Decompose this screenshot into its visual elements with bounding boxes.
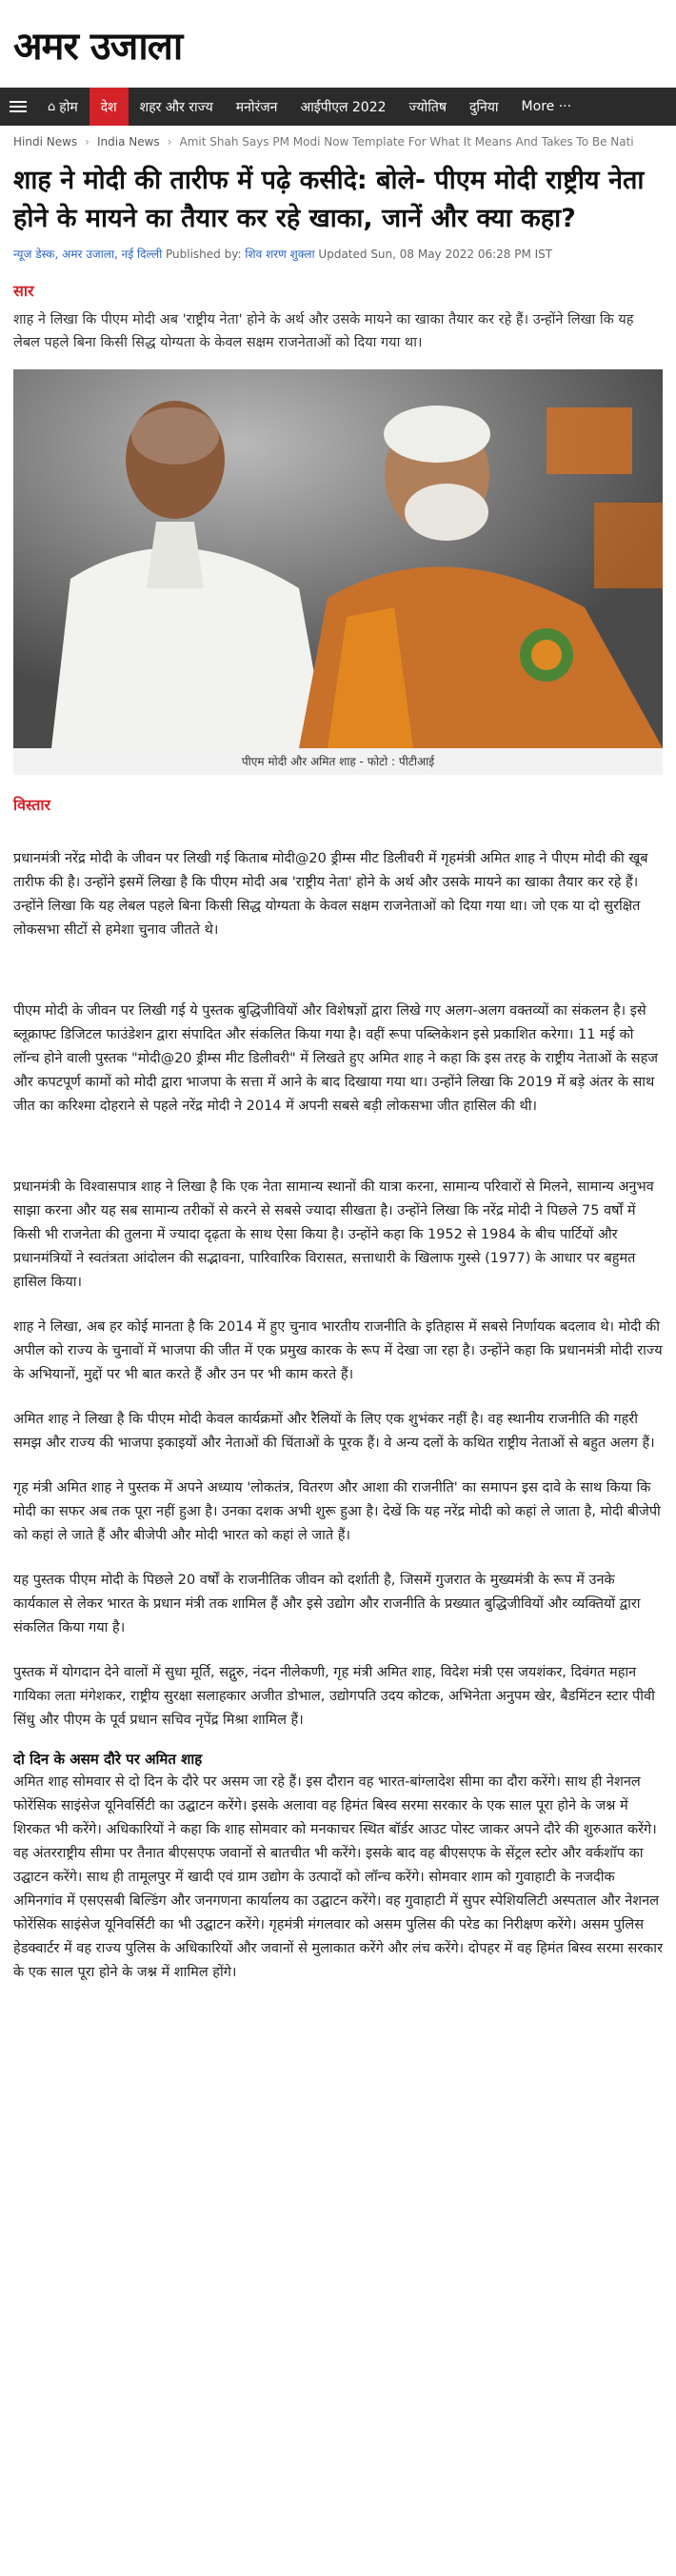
byline xyxy=(0,238,676,263)
breadcrumb-hindi-news[interactable]: Hindi News xyxy=(13,135,78,149)
site-logo[interactable]: अमर उजाला xyxy=(13,23,183,69)
article-headline: शाह ने मोदी की तारीफ में पढ़े कसीदे: बोले- पीएम मोदी राष्ट्रीय नेता होने के मायने का तैयार कर रहे खाका, जानें और क्या कहा? xyxy=(13,166,645,233)
article-paragraph: पुस्तक में योगदान देने वालों में सुधा मूर्ति, सद्गुरु, नंदन नीलेकणी, गृह मंत्री अमित शाह, विदेश मंत्री एस जयशंकर, दिवंगत महान गायिका लता मंगेशकर, राष्ट्रीय सुरक्षा सलाहकार अजीत डोभाल, उद्योगपति उदय कोटक, अभिनेता अनुपम खेर, बैडमिंटन स्टार पीवी सिंधु और पीएम के पूर्व प्रधान सचिव नृपेंद्र मिश्रा शामिल हैं। xyxy=(13,1665,655,1728)
menu-icon[interactable] xyxy=(0,88,36,126)
nav-item-shahar[interactable]: शहर और राज्य xyxy=(139,99,213,115)
nav-item-duniya[interactable]: दुनिया xyxy=(468,99,499,115)
photo-caption: पीएम मोदी और अमित शाह - फोटो : पीटीआई xyxy=(13,748,663,775)
byline-source[interactable]: न्यूज डेस्क, अमर उजाला, नई दिल्ली xyxy=(13,248,163,261)
updated-timestamp: Updated Sun, 08 May 2022 06:28 PM IST xyxy=(318,248,553,261)
article-paragraph: अमित शाह ने लिखा है कि पीएम मोदी केवल कार्यक्रमों और रैलियों के लिए एक शुभंकर नहीं है। वह स्थानीय राजनीति की गहरी समझ और राज्य की भाजपा इकाइयों और नेताओं की चिंताओं के पूरक हैं। वे अन्य दलों के कथित राष्ट्रीय नेताओं से बहुत अलग हैं। xyxy=(13,1412,655,1451)
nav-item-manoranjan[interactable]: मनोरंजन xyxy=(235,99,278,115)
photo-illustration xyxy=(13,369,663,748)
chevron-right-icon: › xyxy=(167,135,172,149)
breadcrumb xyxy=(0,126,676,158)
article-paragraph: प्रधानमंत्री नरेंद्र मोदी के जीवन पर लिखी गई किताब मोदी@20 ड्रीम्स मीट डिलीवरी में गृहमंत्री अमित शाह ने पीएम मोदी की खूब तारीफ की है। उन्होंने इसमें लिखा है कि पीएम मोदी अब 'राष्ट्रीय नेता' होने के अर्थ और उसके मायने का खाका तैयार कर रहे हैं। उन्होंने लिखा कि यह लेबल पहले बिना किसी सिद्ध योग्यता के केवल सक्षम राजनेताओं को दिया गया था। जो एक या दो सुरक्षित लोकसभा सीटों से हमेशा चुनाव जीतते थे। xyxy=(13,851,648,938)
article-photo xyxy=(13,369,663,748)
article-paragraph: प्रधानमंत्री के विश्वासपात्र शाह ने लिखा है कि एक नेता सामान्य स्थानों की यात्रा करना, सामान्य परिवारों से मिलने, सामान्य अनुभव साझा करना और यह सब सामान्य तरीकों से करने से सबसे ज्यादा सीखता है। उन्होंने लिखा कि नरेंद्र मोदी ने पिछले 75 वर्षों में किसी भी राजनेता की तुलना में ज्यादा दृढ़ता के साथ ऐसा किया है। उन्होंने कहा कि 1952 से 1984 के बीच पार्टियों और प्रधानमंत्रियों ने स्वतंत्रता आंदोलन की सद्भावना, पारिवारिक विरासत, सत्ताधारी के खिलाफ गुस्से (1977) के आधार पर बहुमत हासिल किया। xyxy=(13,1179,654,1290)
nav-home[interactable] xyxy=(36,88,89,126)
nav-item-more[interactable]: More ··· xyxy=(521,99,572,114)
article-paragraph: पीएम मोदी के जीवन पर लिखी गई ये पुस्तक बुद्धिजीवियों और विशेषज्ञों द्वारा लिखे गए अलग-अलग वक्तव्यों का संकलन है। इसे ब्लूक्राफ्ट डिजिटल फाउंडेशन द्वारा संपादित और संकलित किया गया है। वहीं रूपा पब्लिकेशन इसे प्रकाशित करेगा। 11 मई को लॉन्च होने वाली पुस्तक "मोदी@20 ड्रीम्स मीट डिलीवरी" में लिखते हुए अमित शाह ने कहा कि इस तरह के राष्ट्रीय नेताओं के सहज और कपटपूर्ण कामों को मोदी द्वारा भाजपा के सत्ता में आने के बाद दिखाया गया था। उन्होंने लिखा कि 2019 में बड़े अंतर के साथ जीत का करिश्मा दोहराने से पहले नरेंद्र मोदी ने 2014 में अपनी सबसे बड़ी लोकसभा जीत हासिल की थी। xyxy=(13,1003,659,1114)
saar-label: सार xyxy=(13,282,34,300)
vistaar-label: विस्तार xyxy=(13,796,51,814)
nav-item-desh[interactable]: देश xyxy=(89,88,129,126)
author-link[interactable]: शिव शरण शुक्ला xyxy=(245,248,315,261)
article-paragraph: शाह ने लिखा, अब हर कोई मानता है कि 2014 में हुए चुनाव भारतीय राजनीति के इतिहास में सबसे निर्णायक बदलाव थे। मोदी की अपील को राज्य के चुनावों में भाजपा की जीत में एक प्रमुख कारक के रूप में देखा जा रहा है। उन्होंने कहा कि प्रधानमंत्री मोदी राज्य के अभियानों, मुद्दों पर भी बात करते हैं और उन पर भी काम करते हैं। xyxy=(13,1319,663,1382)
article-summary: शाह ने लिखा कि पीएम मोदी अब 'राष्ट्रीय नेता' होने के अर्थ और उसके मायने का खाका तैयार कर रहे हैं। उन्होंने लिखा कि यह लेबल पहले बिना किसी सिद्ध योग्यता के केवल सक्षम राजनेताओं को दिया गया था। xyxy=(13,312,634,350)
main-nav xyxy=(0,88,676,126)
article-paragraph-final: अमित शाह सोमवार से दो दिन के दौरे पर असम जा रहे हैं। इस दौरान वह भारत-बांग्लादेश सीमा का दौरा करेंगे। साथ ही नेशनल फोरेंसिक साइंसेज यूनिवर्सिटी का उद्घाटन करेंगे। इसके अलावा वह हिमंत बिस्व सरमा सरकार के एक साल पूरा होने के जश्न में शिरकत भी करेंगे। अधिकारियों ने कहा कि शाह सोमवार को मनकाचर स्थित बॉर्डर आउट पोस्ट जाकर अपने दौरे की शुरुआत करेंगे। वह अंतरराष्ट्रीय सीमा पर तैनात बीएसएफ जवानों से बातचीत भी करेंगे। इसके बाद वह बीएसएफ के सेंट्रल स्टोर और वर्कशॉप का उद्घाटन करेंगे। साथ ही तामूलपुर में खादी एवं ग्राम उद्योग के उत्पादों को लॉन्च करेंगे। सोमवार शाम को गुवाहाटी के नजदीक अमिनगांव में एसएसबी बिल्डिंग और जनगणना कार्यालय का उद्घाटन करेंगे। वह गुवाहाटी में सुपर स्पेशियलिटी अस्पताल और नेशनल फोरेंसिक साइंसेज यूनिवर्सिटी का भी उद्घाटन करेंगे। गृहमंत्री मंगलवार को असम पुलिस की परेड का निरीक्षण करेंगे। असम पुलिस हेडक्वार्टर में वह राज्य पुलिस के अधिकारियों और जवानों से मुलाकात करेंगे और लंच करेंगे। दोपहर में वह हिमंत बिस्व सरमा सरकार के एक साल पूरा होने के जश्न में शामिल होंगे। xyxy=(13,1774,663,1980)
published-prefix: Published by: xyxy=(166,248,242,261)
article-photo-block xyxy=(13,369,663,775)
article-paragraph: गृह मंत्री अमित शाह ने पुस्तक में अपने अध्याय 'लोकतंत्र, वितरण और आशा की राजनीति' का समापन इस दावे के साथ किया कि मोदी का सफर अब तक पूरा नहीं हुआ है। उनका दशक अभी शुरू हुआ है। देखें कि यह नरेंद्र मोदी को कहां ले जाता है, मोदी बीजेपी को कहां ले जाते हैं और बीजेपी और मोदी भारत को कहां ले जाते हैं। xyxy=(13,1480,661,1543)
section-subhead: दो दिन के असम दौरे पर अमित शाह xyxy=(13,1751,203,1768)
site-header xyxy=(0,0,676,88)
nav-item-ipl[interactable]: आईपीएल 2022 xyxy=(300,99,387,115)
article-paragraph: यह पुस्तक पीएम मोदी के पिछले 20 वर्षों के राजनीतिक जीवन को दर्शाती है, जिसमें गुजरात के मुख्यमंत्री के रूप में उनके कार्यकाल से लेकर भारत के प्रधान मंत्री तक शामिल हैं और इसे उद्योग और राजनीति के प्रख्यात बुद्धिजीवियों और व्यक्तियों द्वारा संकलित किया गया है। xyxy=(13,1573,641,1635)
nav-item-jyotish[interactable]: ज्योतिष xyxy=(408,99,447,115)
chevron-right-icon: › xyxy=(85,135,89,149)
breadcrumb-current: Amit Shah Says PM Modi Now Template For What It Means And Takes To Be Nati xyxy=(179,135,634,149)
breadcrumb-india-news[interactable]: India News xyxy=(96,135,160,149)
home-icon: ⌂ xyxy=(48,99,56,114)
nav-home-label: होम xyxy=(59,99,78,115)
